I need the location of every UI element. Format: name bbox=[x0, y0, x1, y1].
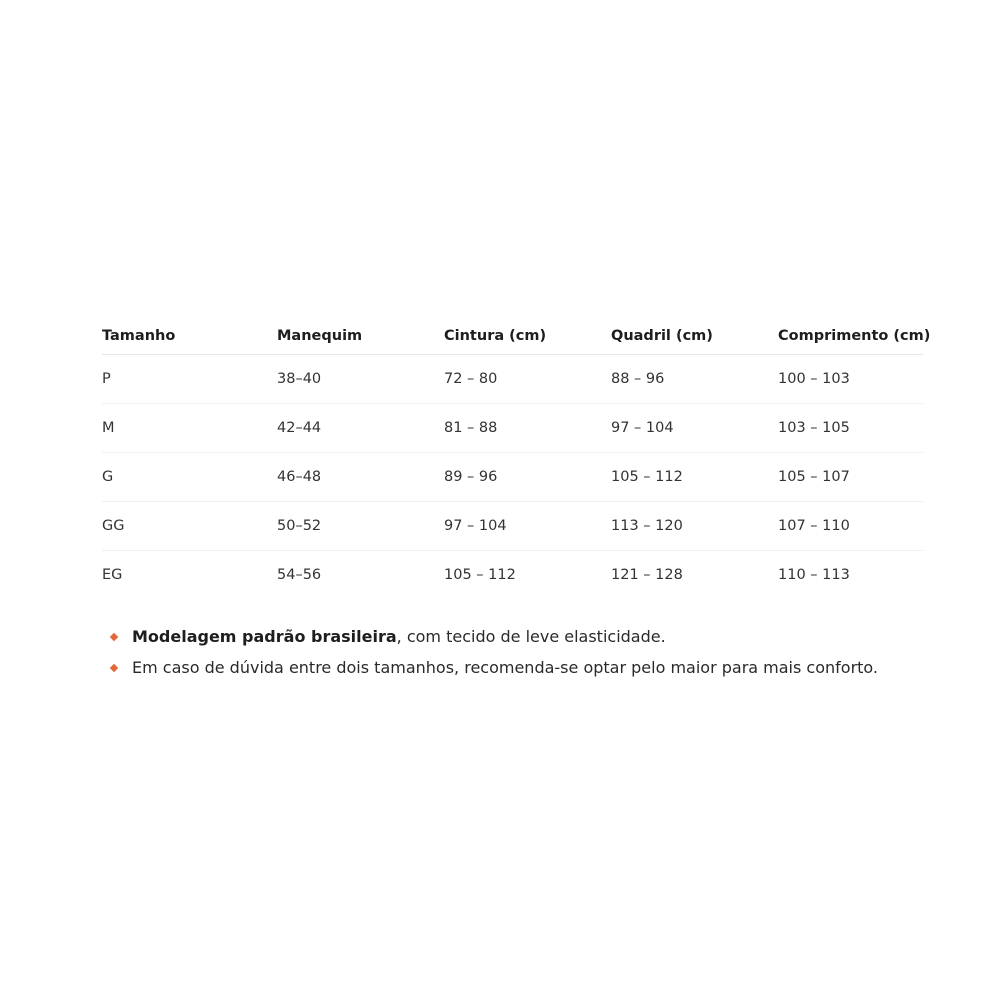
diamond-bullet-icon bbox=[110, 664, 118, 672]
header-mannequin: Manequim bbox=[277, 318, 444, 355]
cell-waist: 105 – 112 bbox=[444, 567, 516, 583]
header-waist: Cintura (cm) bbox=[444, 318, 611, 355]
cell-size: EG bbox=[102, 567, 123, 583]
size-notes-list bbox=[108, 623, 878, 685]
header-length: Comprimento (cm) bbox=[778, 318, 923, 355]
list-item bbox=[108, 623, 878, 654]
note-text: Em caso de dúvida entre dois tamanhos, recomenda-se optar pelo maior para mais conforto. bbox=[132, 658, 879, 677]
cell-hip: 113 – 120 bbox=[611, 502, 778, 551]
cell-length: 100 – 103 bbox=[778, 355, 923, 404]
table-header-row bbox=[102, 318, 923, 355]
table-row bbox=[102, 453, 923, 502]
table-row bbox=[102, 502, 923, 551]
cell-mannequin: 46–48 bbox=[277, 453, 444, 502]
diamond-bullet-icon bbox=[110, 633, 118, 641]
table-row bbox=[102, 404, 923, 453]
table-row bbox=[102, 551, 923, 600]
cell-length: 110 – 113 bbox=[778, 567, 850, 583]
list-item bbox=[108, 654, 878, 685]
cell-mannequin: 42–44 bbox=[277, 404, 444, 453]
cell-waist: 81 – 88 bbox=[444, 404, 611, 453]
cell-waist: 97 – 104 bbox=[444, 502, 611, 551]
cell-mannequin: 50–52 bbox=[277, 502, 444, 551]
header-hip: Quadril (cm) bbox=[611, 318, 778, 355]
cell-hip: 97 – 104 bbox=[611, 404, 778, 453]
header-size: Tamanho bbox=[102, 318, 277, 355]
cell-length: 107 – 110 bbox=[778, 502, 923, 551]
note-emphasis: Modelagem padrão brasileira bbox=[132, 627, 397, 646]
cell-size: M bbox=[102, 404, 277, 453]
cell-hip: 121 – 128 bbox=[611, 567, 683, 583]
cell-size: G bbox=[102, 453, 277, 502]
cell-length: 105 – 107 bbox=[778, 453, 923, 502]
table-row bbox=[102, 355, 923, 404]
cell-hip: 105 – 112 bbox=[611, 453, 778, 502]
cell-size: GG bbox=[102, 502, 277, 551]
cell-size: P bbox=[102, 355, 277, 404]
cell-waist: 72 – 80 bbox=[444, 355, 611, 404]
cell-mannequin: 38–40 bbox=[277, 355, 444, 404]
cell-waist: 89 – 96 bbox=[444, 453, 611, 502]
cell-hip: 88 – 96 bbox=[611, 355, 778, 404]
cell-length: 103 – 105 bbox=[778, 404, 923, 453]
size-chart-table bbox=[102, 318, 931, 599]
note-text: , com tecido de leve elasticidade. bbox=[396, 627, 666, 646]
cell-mannequin: 54–56 bbox=[277, 567, 322, 583]
